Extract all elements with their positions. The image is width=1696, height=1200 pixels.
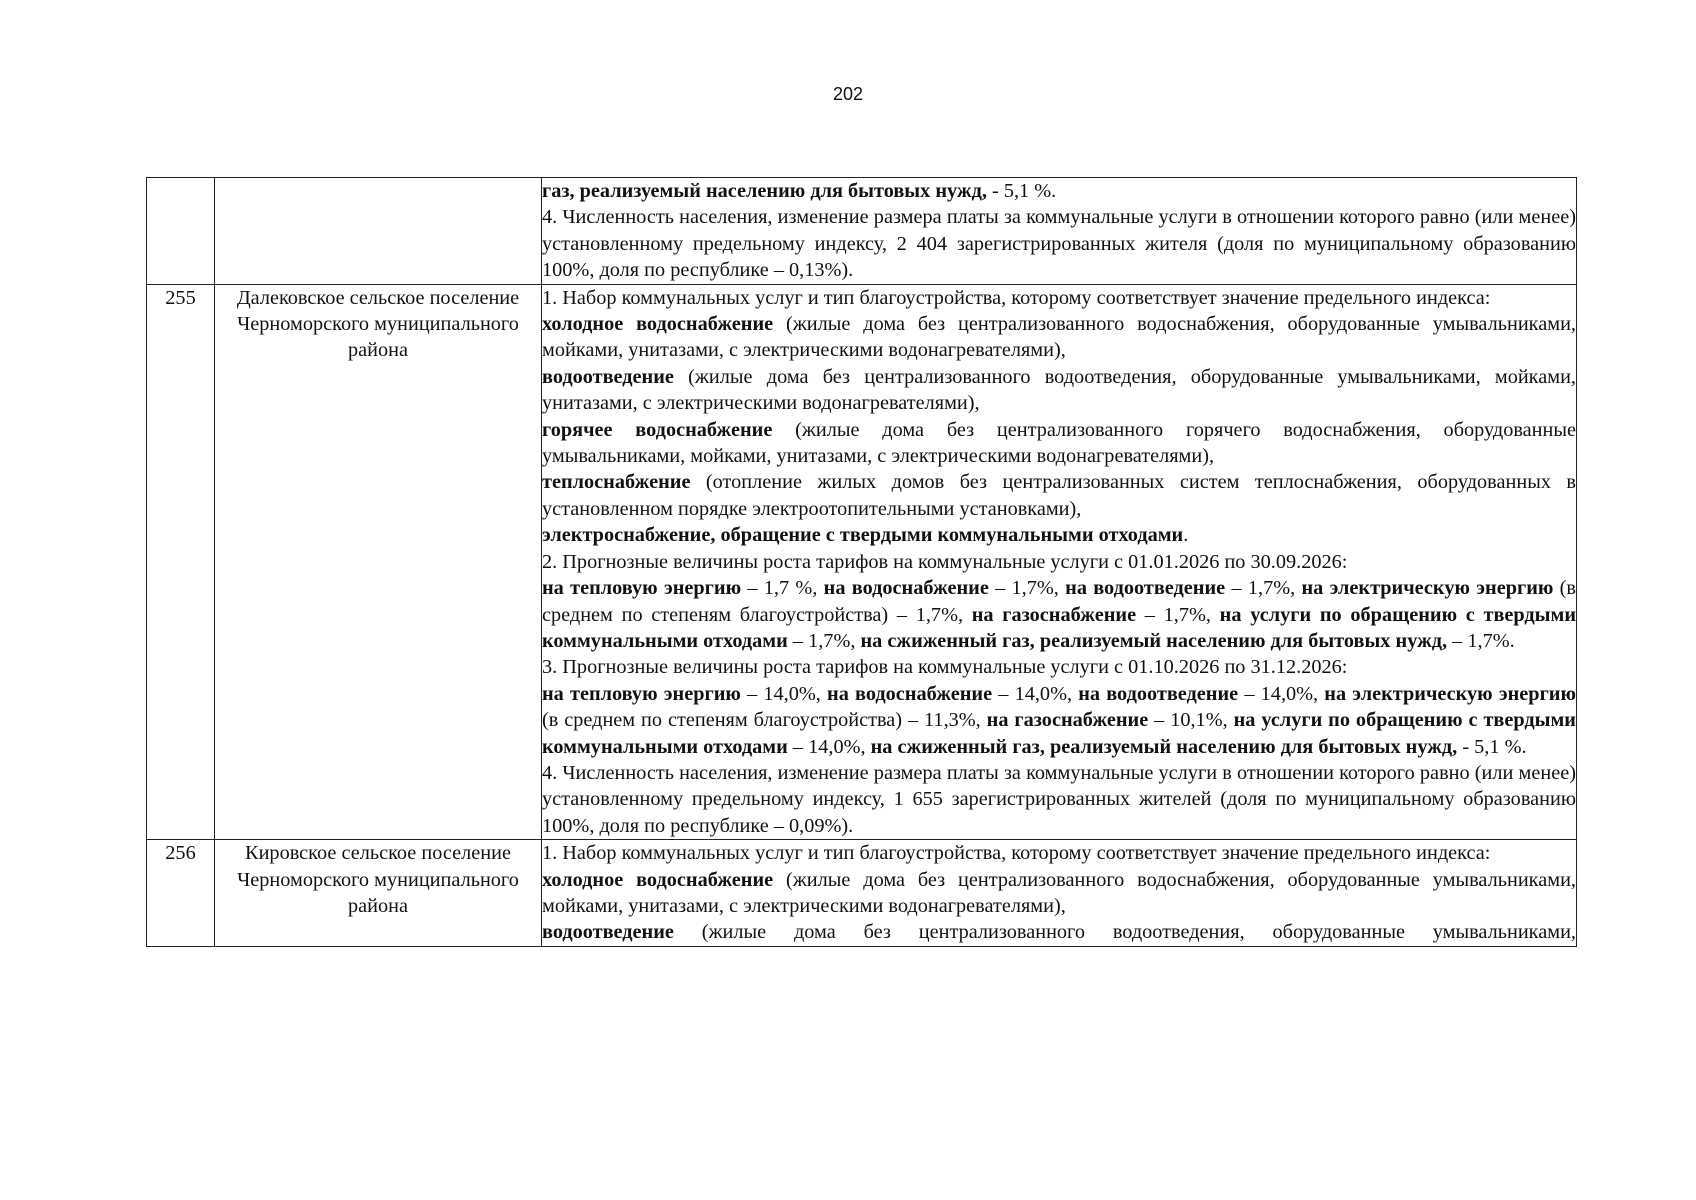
description-cell — [542, 284, 1577, 840]
item-text: (жилые дома без централизованного водоотведения, оборудованные умывальниками, мойками, унитазами, с электрическими водонагревателями), — [542, 365, 1576, 415]
bold-label: на электрическую энергию — [1301, 577, 1554, 600]
value-text: - 5,1 %. — [986, 180, 1057, 202]
value-text: (в среднем по степеням благоустройства) – 1,7%, — [542, 577, 1577, 626]
bold-label: на водоотведение — [1078, 682, 1239, 705]
table-row-255 — [147, 284, 1577, 840]
value-text: – 14,0%, — [740, 682, 828, 705]
table-row-256 — [147, 840, 1577, 947]
bold-label: холодное водоснабжение — [542, 868, 774, 891]
description-cell — [542, 178, 1577, 285]
item-text: (жилые дома без централизованного водоснабжения, оборудованные умывальниками, мойками, унитазами, с электрическими водонагревателями), — [542, 313, 1576, 362]
bold-label: на водоотведение — [1065, 577, 1226, 600]
forecast-period-1-intro: 2. Прогнозные величины роста тарифов на коммунальные услуги с 01.01.2026 по 30.09.2026: — [542, 550, 1348, 573]
sewer-item — [542, 364, 1576, 417]
value-text: - 5,1 %. — [1457, 735, 1527, 758]
bold-label: водоотведение — [542, 365, 674, 388]
item-text: (жилые дома без централизованного водоснабжения, оборудованные умывальниками, мойками, унитазами, с электрическими водонагревателями), — [542, 868, 1576, 917]
item-text: . — [1183, 524, 1189, 547]
description-cell — [542, 840, 1577, 947]
item-text: (отопление жилых домов без централизованных систем теплоснабжения, оборудованных в установленном порядке электроотопительными установками), — [542, 471, 1576, 520]
forecast-period-2-values — [542, 681, 1576, 760]
value-text: – 14,0%, — [992, 682, 1079, 705]
value-text: – 1,7%. — [1447, 629, 1515, 652]
bold-label: на тепловую энергию — [542, 682, 741, 705]
hot-water-item — [542, 417, 1576, 470]
bold-label: на услуги по обращению с твердыми коммунальными отходами — [542, 603, 1577, 652]
population-item: 4. Численность населения, изменение размера платы за коммунальные услуги в отношении которого равно (или менее) установленному предельному индексу, 1 655 зарегистрированных жителей (доля по муниципальному образованию 100%, доля по республике – 0,09%). — [542, 761, 1576, 837]
municipality-name-cell: Кировское сельское поселение Черноморского муниципального района — [215, 840, 542, 947]
value-text: – 1,7%, — [1136, 603, 1220, 626]
row-number-cell — [147, 178, 215, 285]
bold-label: на водоснабжение — [823, 577, 989, 600]
continuation-gas-line — [542, 178, 1576, 204]
bold-label: горячее водоснабжение — [542, 418, 773, 441]
value-text: – 1,7%, — [1225, 577, 1302, 600]
municipality-name-cell: Далековское сельское поселение Черноморского муниципального района — [215, 284, 542, 840]
bold-label: на газоснабжение — [986, 709, 1149, 732]
bold-label: на водоснабжение — [827, 682, 993, 705]
bold-label: теплоснабжение — [542, 471, 691, 494]
cold-water-item — [542, 867, 1576, 920]
item-text: (жилые дома без централизованного горячего водоснабжения, оборудованные умывальниками, мойками, унитазами, с электрическими водонагревателями), — [542, 418, 1576, 468]
value-text: – 1,7%, — [988, 577, 1066, 600]
page-number: 202 — [832, 84, 864, 104]
tariff-table — [146, 177, 1577, 947]
municipality-name-cell — [215, 178, 542, 285]
bold-label: на тепловую энергию — [542, 577, 742, 600]
item-text: (жилые дома без централизованного водоотведения, оборудованные умывальниками, — [673, 921, 1576, 944]
services-intro: 1. Набор коммунальных услуг и тип благоустройства, которому соответствует значение предельного индекса: — [542, 286, 1491, 309]
bold-label: электроснабжение, обращение с твердыми коммунальными отходами — [542, 524, 1184, 547]
bold-label: водоотведение — [542, 921, 674, 944]
bold-label: на сжиженный газ, реализуемый населению для бытовых нужд, — [870, 735, 1458, 758]
bold-label: газ, реализуемый населению для бытовых нужд, — [542, 180, 987, 202]
heat-item — [542, 469, 1576, 522]
bold-label: на сжиженный газ, реализуемый населению для бытовых нужд, — [860, 629, 1448, 652]
row-number-cell: 255 — [147, 284, 215, 840]
bold-label: на газоснабжение — [971, 603, 1137, 626]
bold-label: холодное водоснабжение — [542, 313, 774, 336]
value-text: – 14,0%, — [1238, 682, 1325, 705]
population-item: 4. Численность населения, изменение размера платы за коммунальные услуги в отношении которого равно (или менее) установленному предельному индексу, 2 404 зарегистрированных жителя (доля по муниципальному образованию 100%, доля по республике – 0,13%). — [542, 206, 1576, 282]
bold-label: на электрическую энергию — [1324, 682, 1576, 705]
electric-waste-item — [542, 522, 1576, 548]
value-text: – 14,0%, — [787, 735, 871, 758]
row-number-cell: 256 — [147, 840, 215, 947]
value-text: – 10,1%, — [1148, 709, 1234, 732]
forecast-period-2-intro: 3. Прогнозные величины роста тарифов на коммунальные услуги с 01.10.2026 по 31.12.2026: — [542, 656, 1348, 679]
forecast-period-1-values — [542, 575, 1576, 654]
value-text: (в среднем по степеням благоустройства) – 11,3%, — [542, 709, 987, 732]
table-row-continuation — [147, 178, 1577, 285]
services-intro: 1. Набор коммунальных услуг и тип благоустройства, которому соответствует значение предельного индекса: — [542, 842, 1491, 865]
cold-water-item — [542, 311, 1576, 364]
value-text: – 1,7%, — [787, 629, 861, 652]
sewer-item — [542, 919, 1576, 945]
bold-label: на услуги по обращению с твердыми коммунальными отходами — [542, 709, 1576, 758]
value-text: – 1,7 %, — [741, 577, 824, 600]
